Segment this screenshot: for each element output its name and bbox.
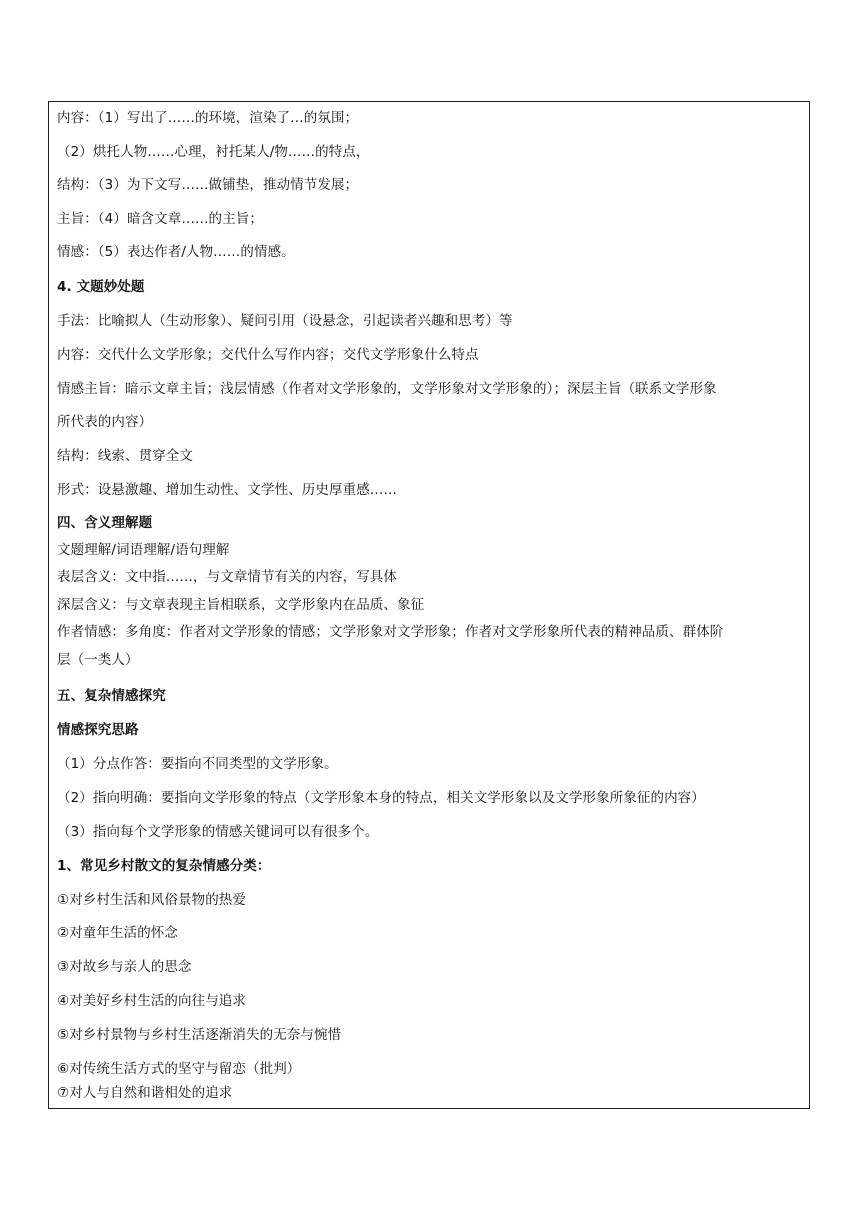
text-line: 情感：（5）表达作者/人物……的情感。 [57, 244, 295, 260]
text-line: 形式：设悬激趣、增加生动性、文学性、历史厚重感…… [57, 482, 397, 498]
section-heading: 4. 文题妙处题 [57, 279, 145, 295]
list-item: ①对乡村生活和风俗景物的热爱 [57, 892, 247, 908]
text-line: （3）指向每个文学形象的情感关键词可以有很多个。 [57, 824, 379, 840]
text-line: 作者情感：多角度：作者对文学形象的情感；文学形象对文学形象；作者对文学形象所代表的精神品质、群体阶 [57, 624, 724, 640]
list-item: ⑦对人与自然和谐相处的追求 [57, 1085, 233, 1101]
text-line: （1）分点作答：要指向不同类型的文学形象。 [57, 756, 338, 772]
content-box [48, 101, 810, 1109]
text-line: 内容：（1）写出了……的环境，渲染了…的氛围； [57, 110, 359, 126]
text-line: 主旨：（4）暗含文章……的主旨； [57, 211, 263, 227]
section-heading: 五、复杂情感探究 [57, 688, 166, 704]
list-item: ②对童年生活的怀念 [57, 925, 179, 941]
text-line: 情感主旨：暗示文章主旨；浅层情感（作者对文学形象的，文学形象对文学形象的）；深层主旨（联系文学形象 [57, 381, 717, 397]
list-item: ⑥对传统生活方式的坚守与留恋（批判） [57, 1061, 301, 1077]
sub-heading: 1、常见乡村散文的复杂情感分类： [57, 858, 271, 874]
text-line: （2）烘托人物……心理，衬托某人/物……的特点， [57, 144, 370, 160]
list-item: ④对美好乡村生活的向往与追求 [57, 993, 247, 1009]
text-line: 文题理解/词语理解/语句理解 [57, 542, 230, 558]
text-line: （2）指向明确：要指向文学形象的特点（文学形象本身的特点，相关文学形象以及文学形象所象征的内容） [57, 790, 705, 806]
text-line: 层（一类人） [57, 652, 139, 668]
text-line: 手法：比喻拟人（生动形象）、疑问引用（设悬念，引起读者兴趣和思考）等 [57, 313, 513, 329]
text-line: 表层含义：文中指……，与文章情节有关的内容，写具体 [57, 569, 397, 585]
text-line: 深层含义：与文章表现主旨相联系，文学形象内在品质、象征 [57, 597, 425, 613]
text-line: 结构：（3）为下文写……做铺垫，推动情节发展； [57, 177, 359, 193]
section-heading: 四、含义理解题 [57, 515, 153, 531]
text-line: 所代表的内容） [57, 414, 153, 430]
text-line: 内容：交代什么文学形象；交代什么写作内容；交代文学形象什么特点 [57, 347, 479, 363]
list-item: ③对故乡与亲人的思念 [57, 959, 192, 975]
sub-heading: 情感探究思路 [57, 722, 139, 738]
list-item: ⑤对乡村景物与乡村生活逐渐消失的无奈与惋惜 [57, 1027, 342, 1043]
text-line: 结构：线索、贯穿全文 [57, 448, 193, 464]
